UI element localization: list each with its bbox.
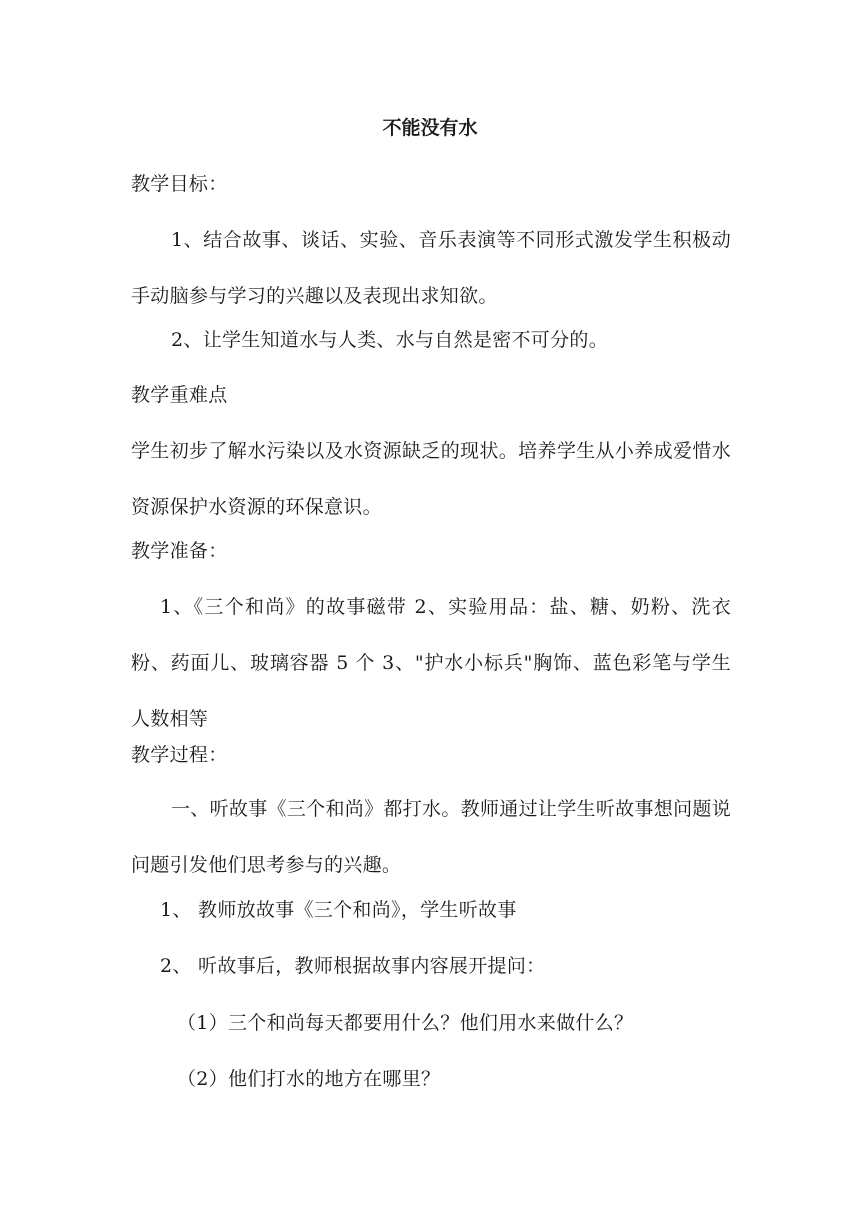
paragraph-objective-2: 2、让学生知道水与人类、水与自然是密不可分的。 <box>171 329 608 351</box>
list-item-1: 1、 教师放故事《三个和尚》，学生听故事 <box>160 899 517 921</box>
paragraph-objective-1: 1、结合故事、谈话、实验、音乐表演等不同形式激发学生积极动手动脑参与学习的兴趣以及表现出求知欲。 <box>131 229 731 307</box>
document-title: 不能没有水 <box>382 117 478 139</box>
heading-objectives: 教学目标： <box>131 173 228 195</box>
heading-preparation: 教学准备： <box>131 540 228 562</box>
paragraph-key-points: 学生初步了解水污染以及水资源缺乏的现状。培养学生从小养成爱惜水资源保护水资源的环保意识。 <box>131 440 731 518</box>
question-1: （1）三个和尚每天都要用什么？他们用水来做什么？ <box>177 1012 634 1034</box>
list-item-2: 2、 听故事后，教师根据故事内容展开提问： <box>160 955 546 977</box>
paragraph-preparation: 1、《三个和尚》的故事磁带 2、实验用品：盐、糖、奶粉、洗衣粉、药面儿、玻璃容器 5 个 3、"护水小标兵"胸饰、蓝色彩笔与学生人数相等 <box>131 596 731 730</box>
heading-key-points: 教学重难点 <box>131 384 228 406</box>
heading-process: 教学过程： <box>131 744 228 766</box>
paragraph-process-1: 一、听故事《三个和尚》都打水。教师通过让学生听故事想问题说问题引发他们思考参与的兴趣。 <box>131 798 731 876</box>
question-2: （2）他们打水的地方在哪里？ <box>177 1068 441 1090</box>
